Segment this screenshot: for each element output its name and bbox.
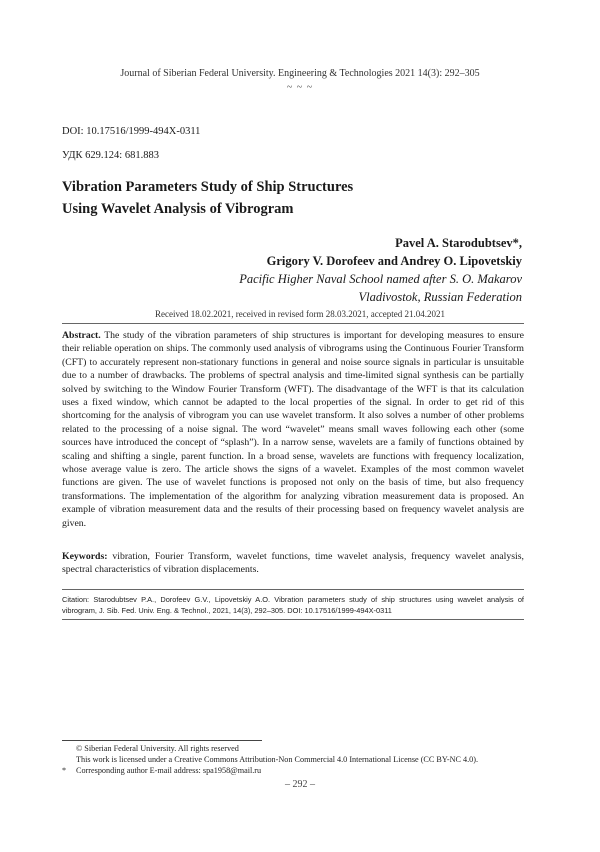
journal-header: Journal of Siberian Federal University. Engineering & Technologies 2021 14(3): 292–305 (120, 68, 480, 79)
citation: Citation: Starodubtsev P.A., Dorofeev G.V., Lipovetskiy A.O. Vibration parameters study of ship structures using wavelet analysis of vibrogram, J. Sib. Fed. Univ. Eng. & Technol., 2021, 14(3), 292–305. DOI: 10.17516/1999-494X-0311 (62, 595, 524, 615)
affiliation-line-2: Vladivostok, Russian Federation (358, 290, 522, 304)
abstract-text: The study of the vibration parameters of ship structures is important for developing measures to ensure their reliable operation on ships. The commonly used analysis of vibrograms using the Continuous Fourier Transform (CFT) to accurately represent non-stationary functions in general and noise source signals in particular is unsuitable due to a number of drawbacks. The problems of spectral analysis and time-limited signal synthesis can be partially solved by switching to the Window Fourier Transform (WFT). The disadvantage of the WFT is that its calculation uses a fixed window, which cannot be adapted to the local properties of the signal. In order to get rid of this shortcoming for the analysis of vibrogram you can use wavelet transform. It also solves a number of other problems related to the processing of a noise signal. The word “wavelet” means small waves following each other (some sources have introduced the concept of “splash”). In a narrow sense, wavelets are a family of functions obtained by scaling and shifting a single, parent function. In a broad sense, wavelets are functions with frequency localization, whose average value is zero. The article shows the signs of a wavelet. Examples of the most common wavelet functions are given. The use of wavelet functions is proposed not only on the basis of time, but also frequency transformations. The implementation of the algorithm for analyzing vibration measurement data is proposed. An example of vibration measurement data and the results of their processing based on frequency wavelet analysis are given. (62, 330, 524, 529)
corresponding-text: Corresponding author E-mail address: spa1958@mail.ru (76, 766, 262, 775)
divider-citation-top (62, 589, 524, 590)
divider-top (62, 323, 524, 324)
doi: DOI: 10.17516/1999-494X-0311 (62, 126, 201, 137)
keywords-text: vibration, Fourier Transform, wavelet functions, time wavelet analysis, frequency wavelet analysis, spectral characteristics of vibration displacements. (62, 551, 524, 576)
divider-citation-bottom (62, 619, 524, 620)
authors-line-1: Pavel A. Starodubtsev*, (395, 236, 522, 250)
received-dates: Received 18.02.2021, received in revised form 28.03.2021, accepted 21.04.2021 (155, 309, 445, 319)
udk-code: УДК 629.124: 681.883 (62, 150, 159, 161)
author-block (239, 234, 522, 306)
keywords-label: Keywords: (62, 551, 108, 562)
keywords (62, 550, 524, 577)
footnote-divider (62, 740, 262, 741)
page-number: – 292 – (285, 779, 315, 790)
affiliation-line-1: Pacific Higher Naval School named after S. O. Makarov (239, 272, 522, 286)
title-line-1: Vibration Parameters Study of Ship Structures (62, 179, 354, 195)
footnote-license (62, 755, 532, 766)
header-separator: ~ ~ ~ (286, 82, 314, 93)
license-text: This work is licensed under a Creative Commons Attribution-Non Commercial 4.0 International License (CC BY-NC 4.0). (76, 755, 479, 764)
footnote-copyright (62, 744, 532, 755)
copyright-text: © Siberian Federal University. All rights reserved (76, 744, 239, 753)
footnote-corresponding (62, 766, 532, 777)
abstract (62, 329, 524, 530)
title-line-2: Using Wavelet Analysis of Vibrogram (62, 201, 294, 217)
authors-line-2: Grigory V. Dorofeev and Andrey O. Lipovetskiy (266, 254, 522, 268)
abstract-label: Abstract. (62, 330, 101, 341)
article-title (62, 176, 542, 220)
asterisk-mark: * (62, 766, 67, 775)
